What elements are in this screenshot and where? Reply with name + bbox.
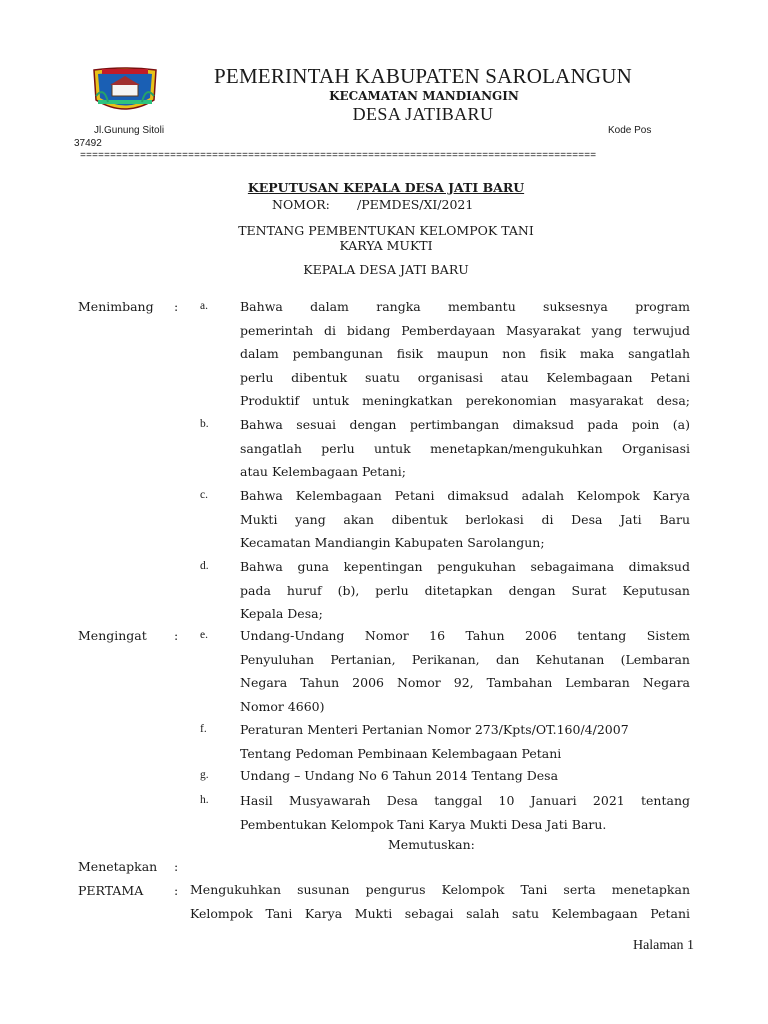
- considering-label: Menimbang: [78, 299, 154, 314]
- decide-label: Menetapkan: [78, 859, 158, 874]
- postal-label: Kode Pos: [608, 125, 652, 136]
- decree-subject-line1: TENTANG PEMBENTUKAN KELOMPOK TANI: [238, 223, 534, 238]
- considering-item-a: [240, 295, 690, 413]
- decree-issuer: KEPALA DESA JATI BARU: [303, 262, 469, 277]
- item-letter-f: f.: [200, 723, 207, 735]
- article-line: Mengukuhkan susunan pengurus Kelompok Tani serta menetapkan: [190, 882, 690, 897]
- item-line: Undang – Undang No 6 Tahun 2014 Tentang Desa: [240, 768, 559, 783]
- remembering-colon: :: [174, 628, 179, 643]
- header-separator: ======================================================================================: [80, 151, 597, 162]
- item-line: Mukti yang akan dibentuk berlokasi di Desa Jati Baru: [240, 511, 690, 527]
- item-line: sangatlah perlu untuk menetapkan/mengukuhkan Organisasi: [240, 440, 690, 456]
- district-title: KECAMATAN MANDIANGIN: [329, 89, 519, 103]
- remembering-item-g: [240, 764, 690, 788]
- village-title: DESA JATIBARU: [352, 104, 494, 124]
- remembering-item-f: [240, 718, 690, 765]
- first-article: [190, 878, 690, 926]
- item-letter-b: b.: [200, 418, 209, 430]
- item-line: Peraturan Menteri Pertanian Nomor 273/Kpts/OT.160/4/2007: [240, 722, 629, 737]
- item-line: Nomor 4660): [240, 698, 325, 714]
- item-line: pada huruf (b), perlu ditetapkan dengan Surat Keputusan: [240, 582, 690, 598]
- remembering-item-e: [240, 624, 690, 718]
- item-line: Kepala Desa;: [240, 606, 323, 621]
- item-letter-g: g.: [200, 769, 209, 781]
- item-letter-c: c.: [200, 489, 208, 501]
- remembering-item-h: [240, 789, 690, 836]
- decree-number-label: NOMOR:: [272, 197, 330, 212]
- item-line: Negara Tahun 2006 Nomor 92, Tambahan Lembaran Negara: [240, 675, 690, 690]
- decide-colon: :: [174, 859, 179, 874]
- item-letter-d: d.: [200, 560, 209, 572]
- item-line: Penyuluhan Pertanian, Perikanan, dan Kehutanan (Lembaran: [240, 651, 690, 667]
- decree-number-value: /PEMDES/XI/2021: [357, 197, 474, 212]
- postal-code: 37492: [74, 138, 102, 149]
- item-line: pemerintah di bidang Pemberdayaan Masyarakat yang terwujud: [240, 322, 690, 338]
- item-line: Tentang Pedoman Pembinaan Kelembagaan Petani: [240, 745, 562, 761]
- considering-item-b: [240, 413, 690, 484]
- considering-item-c: [240, 484, 690, 555]
- first-label: PERTAMA: [78, 883, 144, 898]
- item-line: Undang-Undang Nomor 16 Tahun 2006 tentang Sistem: [240, 628, 690, 643]
- article-line: Kelompok Tani Karya Mukti sebagai salah satu Kelembagaan Petani: [190, 906, 690, 921]
- remembering-label: Mengingat: [78, 628, 147, 643]
- item-line: Produktif untuk meningkatkan perekonomian masyarakat desa;: [240, 393, 690, 408]
- item-line: Bahwa dalam rangka membantu suksesnya program: [240, 299, 690, 314]
- item-line: Bahwa Kelembagaan Petani dimaksud adalah Kelompok Karya: [240, 488, 690, 503]
- decree-title: KEPUTUSAN KEPALA DESA JATI BARU: [247, 180, 525, 195]
- item-letter-a: a.: [200, 300, 208, 312]
- item-line: dalam pembangunan fisik maupun non fisik maka sangatlah: [240, 346, 690, 361]
- item-line: perlu dibentuk suatu organisasi atau Kelembagaan Petani: [240, 369, 690, 385]
- government-title: PEMERINTAH KABUPATEN SAROLANGUN: [214, 64, 632, 88]
- item-line: atau Kelembagaan Petani;: [240, 464, 406, 479]
- item-line: Hasil Musyawarah Desa tanggal 10 Januari 2021 tentang: [240, 793, 690, 808]
- item-line: Kecamatan Mandiangin Kabupaten Sarolangun;: [240, 535, 545, 550]
- item-line: Pembentukan Kelompok Tani Karya Mukti Desa Jati Baru.: [240, 816, 607, 832]
- item-line: Bahwa sesuai dengan pertimbangan dimaksud pada poin (a): [240, 417, 690, 432]
- considering-item-d: [240, 555, 690, 626]
- page-number: Halaman 1: [632, 938, 694, 953]
- decide-heading: Memutuskan:: [388, 837, 475, 852]
- considering-colon: :: [174, 299, 179, 314]
- item-letter-e: e.: [200, 629, 208, 641]
- item-letter-h: h.: [200, 794, 209, 806]
- decree-subject-line2: KARYA MUKTI: [339, 238, 433, 253]
- first-colon: :: [174, 883, 179, 898]
- address: Jl.Gunung Sitoli: [94, 125, 165, 136]
- item-line: Bahwa guna kepentingan pengukuhan sebagaimana dimaksud: [240, 559, 690, 574]
